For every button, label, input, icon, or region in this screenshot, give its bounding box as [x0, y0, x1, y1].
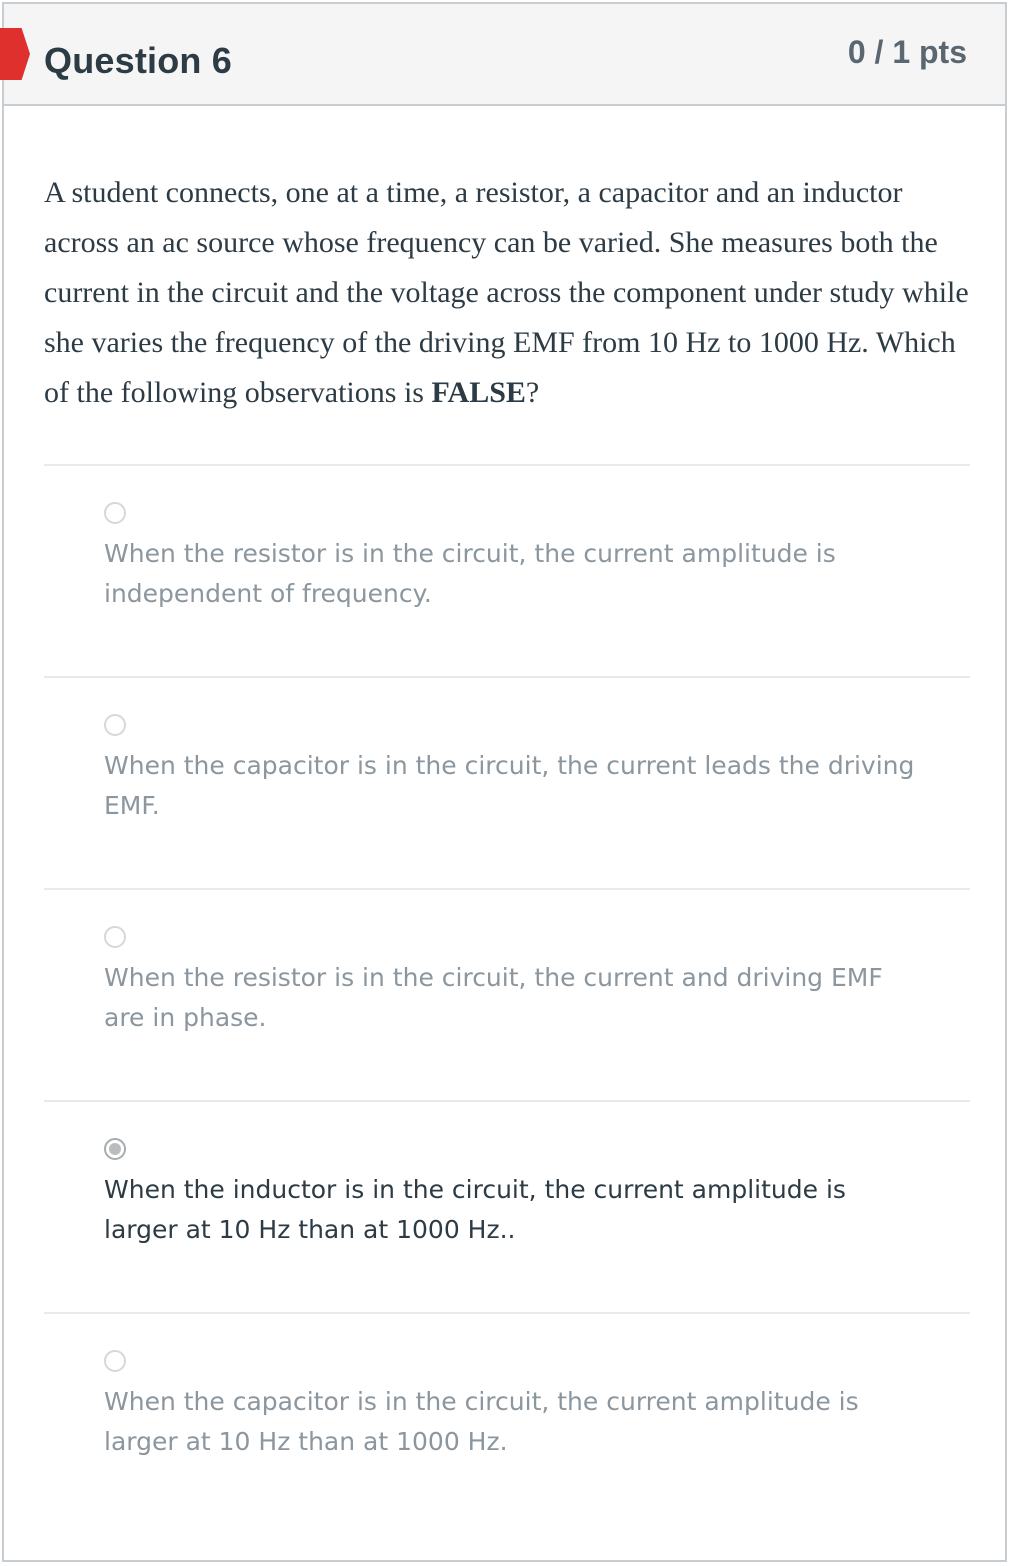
- question-header: [4, 4, 1005, 106]
- question-text: [44, 168, 974, 418]
- answer-label: When the capacitor is in the circuit, the current leads the driving EMF.: [104, 751, 915, 820]
- answer-option-5[interactable]: [44, 1312, 970, 1524]
- question-text-end: ?: [525, 376, 540, 409]
- answer-label: When the resistor is in the circuit, the current and driving EMF are in phase.: [104, 963, 883, 1032]
- question-title: Question 6: [44, 40, 233, 81]
- radio-button-icon[interactable]: [104, 1350, 126, 1372]
- question-text-emphasis: FALSE: [431, 376, 526, 409]
- radio-button-selected-icon[interactable]: [104, 1138, 126, 1160]
- answer-option-4[interactable]: [44, 1100, 970, 1312]
- radio-button-icon[interactable]: [104, 926, 126, 948]
- answer-option-1[interactable]: [44, 464, 970, 676]
- answer-option-2[interactable]: [44, 676, 970, 888]
- answer-option-3[interactable]: [44, 888, 970, 1100]
- answer-label: When the resistor is in the circuit, the current amplitude is independent of frequency.: [104, 539, 836, 608]
- answer-list: [44, 464, 970, 1524]
- question-text-main: A student connects, one at a time, a resistor, a capacitor and an inductor across an ac source whose frequency can be varied. She measures both the current in the circuit and the voltage across the component under study while she varies the frequency of the driving EMF from 10 Hz to 1000 Hz. Which of the following observations is: [44, 176, 969, 409]
- question-card: [2, 2, 1007, 1562]
- incorrect-flag-icon: [0, 28, 30, 80]
- radio-button-icon[interactable]: [104, 714, 126, 736]
- radio-button-icon[interactable]: [104, 502, 126, 524]
- answer-label: When the inductor is in the circuit, the current amplitude is larger at 10 Hz than at 1000 Hz..: [104, 1175, 846, 1244]
- answer-label: When the capacitor is in the circuit, the current amplitude is larger at 10 Hz than at 1000 Hz.: [104, 1387, 859, 1456]
- question-points: 0 / 1 pts: [847, 34, 967, 70]
